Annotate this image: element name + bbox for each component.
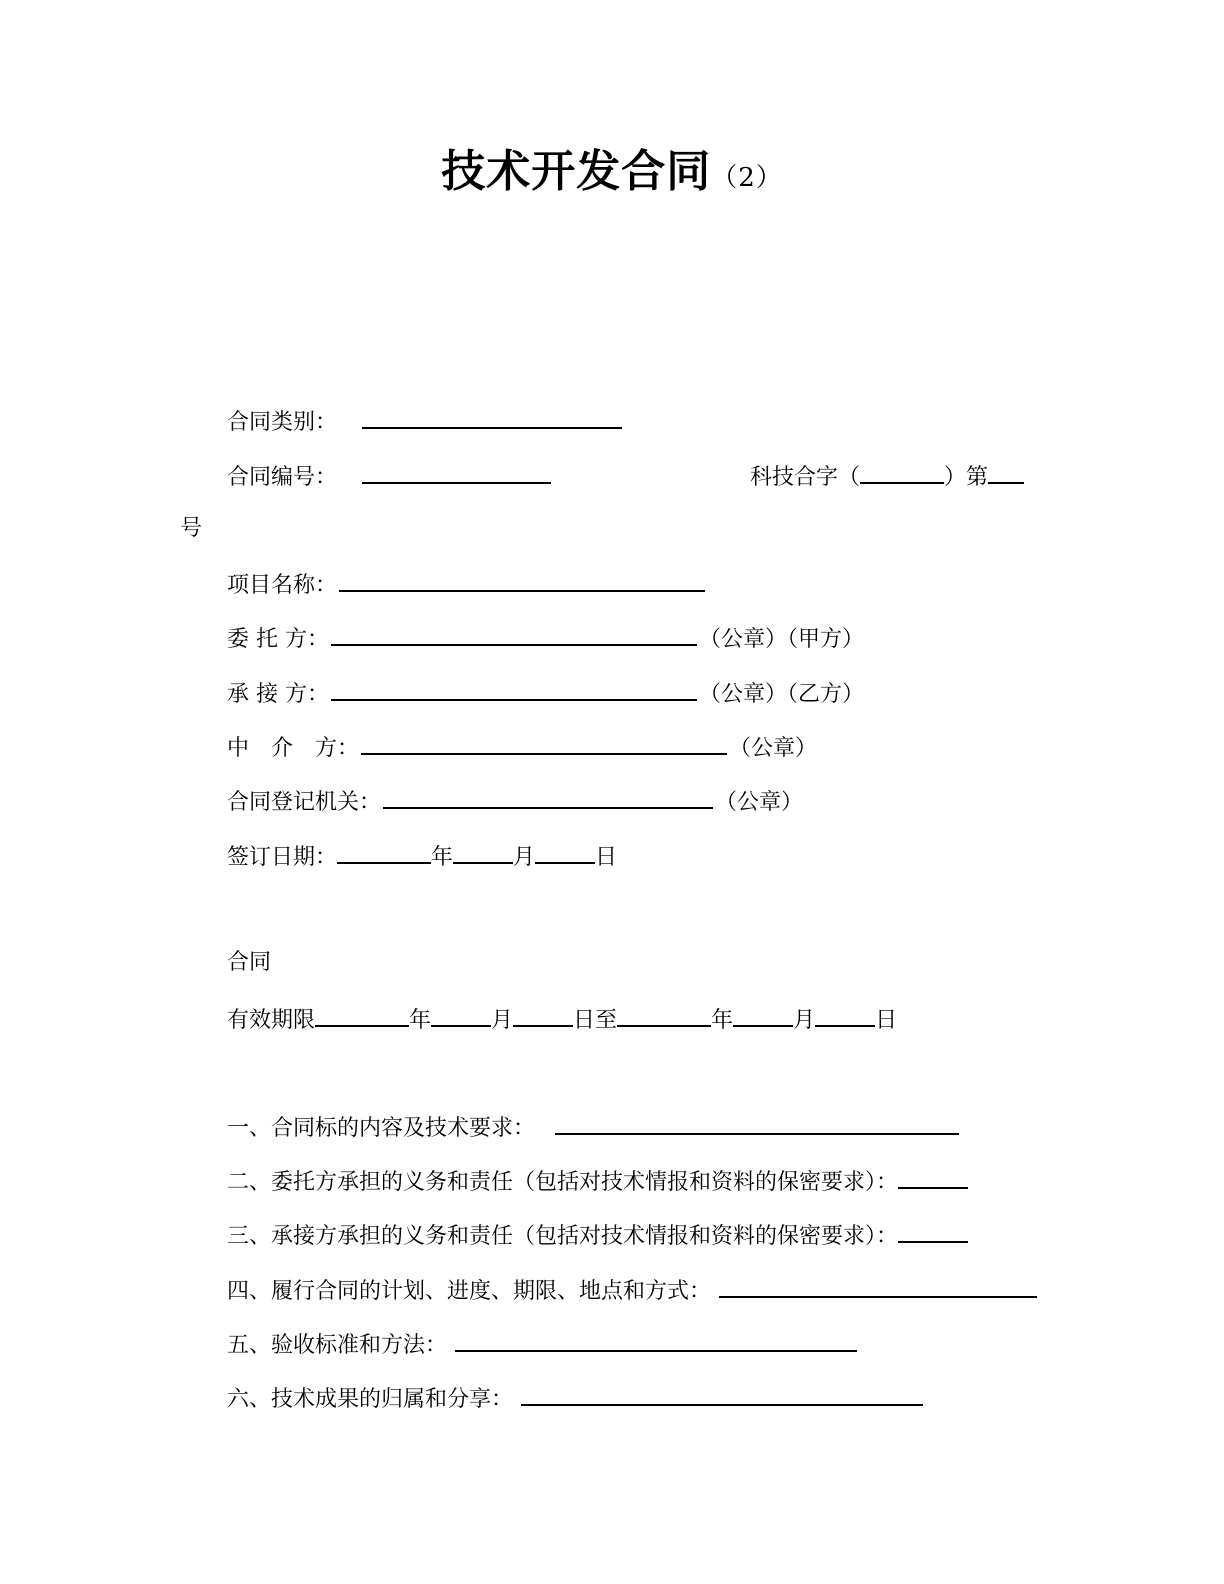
document-title: [0, 142, 1224, 208]
clause-1-blank[interactable]: [555, 1111, 959, 1135]
client-label: 委 托 方：: [227, 627, 329, 652]
clause-2-text: 二、委托方承担的义务和责任（包括对技术情报和资料的保密要求）：: [227, 1170, 899, 1195]
sign-month-label: 月: [513, 845, 536, 870]
clause-6-blank[interactable]: [521, 1382, 923, 1406]
validity-end-year-blank[interactable]: [617, 1003, 711, 1027]
tech-ref-suffix-row: [180, 514, 202, 544]
contractor-blank[interactable]: [331, 677, 697, 701]
tech-ref-prefix: 科技合字（: [750, 465, 861, 490]
clause-5-text: 五、验收标准和方法：: [227, 1333, 448, 1358]
clause-4-blank[interactable]: [719, 1274, 1037, 1298]
tech-ref-number-blank[interactable]: [988, 460, 1024, 484]
validity-start-year-label: 年: [409, 1008, 432, 1033]
sign-day-blank[interactable]: [535, 840, 595, 864]
intermediary-blank[interactable]: [361, 731, 727, 755]
intermediary-row: [227, 731, 817, 764]
sign-year-blank[interactable]: [337, 840, 431, 864]
sign-month-blank[interactable]: [453, 840, 513, 864]
validity-end-month-blank[interactable]: [733, 1003, 793, 1027]
contract-number-blank[interactable]: [362, 460, 551, 484]
clause-3: [227, 1219, 968, 1252]
clause-6-text: 六、技术成果的归属和分享：: [227, 1387, 514, 1412]
client-seal: （公章）（甲方）: [699, 627, 865, 652]
client-row: [227, 622, 864, 655]
validity-start-year-blank[interactable]: [315, 1003, 409, 1027]
clause-1-text: 一、合同标的内容及技术要求：: [227, 1116, 536, 1141]
validity-start-month-blank[interactable]: [431, 1003, 491, 1027]
validity-heading-text: 合同: [227, 950, 272, 975]
clause-3-text: 三、承接方承担的义务和责任（包括对技术情报和资料的保密要求）：: [227, 1224, 899, 1249]
project-name-row: [227, 568, 707, 601]
clause-6: [227, 1382, 925, 1415]
registry-label: 合同登记机关：: [227, 790, 382, 815]
clause-4: [227, 1274, 1039, 1307]
sign-year-label: 年: [431, 845, 454, 870]
validity-row: [227, 1003, 897, 1036]
contractor-row: [227, 677, 864, 710]
sign-day-label: 日: [595, 845, 618, 870]
intermediary-label: 中 介 方：: [227, 736, 360, 761]
registry-seal: （公章）: [715, 790, 804, 815]
validity-start-month-label: 月: [491, 1008, 514, 1033]
validity-end-day-blank[interactable]: [815, 1003, 875, 1027]
clause-3-blank[interactable]: [898, 1219, 968, 1243]
tech-ref-suffix: 号: [180, 516, 203, 541]
contractor-label: 承 接 方：: [227, 682, 329, 707]
contractor-seal: （公章）（乙方）: [699, 682, 865, 707]
validity-label: 有效期限: [227, 1008, 316, 1033]
contract-number-label: 合同编号：: [227, 465, 338, 490]
intermediary-seal: （公章）: [729, 736, 818, 761]
clause-1: [227, 1111, 961, 1144]
validity-end-month-label: 月: [793, 1008, 816, 1033]
validity-end-year-label: 年: [711, 1008, 734, 1033]
tech-ref-year-blank[interactable]: [860, 460, 944, 484]
clause-5: [227, 1328, 859, 1361]
contract-type-label: 合同类别：: [227, 410, 338, 435]
contract-type-blank[interactable]: [362, 405, 622, 429]
registry-row: [227, 785, 803, 818]
sign-date-label: 签订日期：: [227, 845, 338, 870]
sign-date-row: [227, 840, 617, 873]
project-name-label: 项目名称：: [227, 573, 338, 598]
contract-number-row: [227, 460, 553, 493]
tech-ref-row: [750, 460, 1024, 493]
tech-ref-middle: ）第: [944, 465, 989, 490]
client-blank[interactable]: [331, 622, 697, 646]
contract-type-row: [227, 405, 624, 438]
clause-5-blank[interactable]: [455, 1328, 857, 1352]
validity-start-day-to: 日至: [573, 1008, 618, 1033]
registry-blank[interactable]: [383, 785, 713, 809]
validity-heading: [227, 948, 271, 978]
validity-start-day-blank[interactable]: [513, 1003, 573, 1027]
clause-2-blank[interactable]: [898, 1165, 968, 1189]
title-suffix: （2）: [711, 163, 783, 193]
project-name-blank[interactable]: [339, 568, 705, 592]
title-text: 技术开发合同: [441, 146, 712, 197]
clause-4-text: 四、履行合同的计划、进度、期限、地点和方式：: [227, 1279, 712, 1304]
clause-2: [227, 1165, 968, 1198]
validity-end-day-label: 日: [875, 1008, 898, 1033]
